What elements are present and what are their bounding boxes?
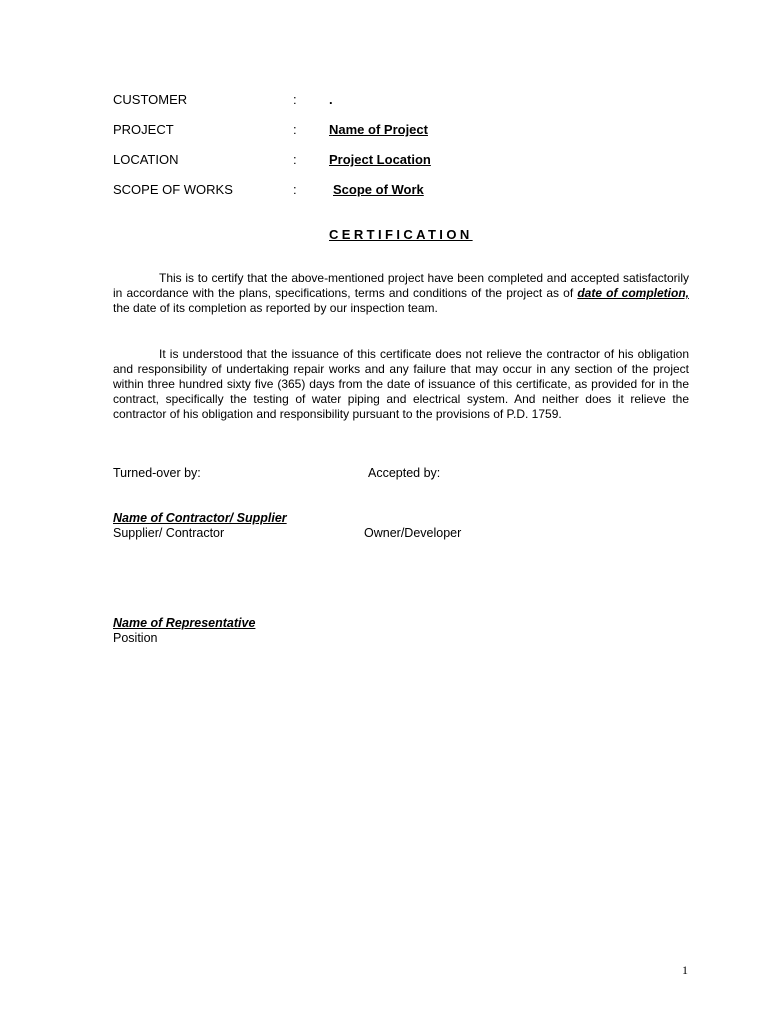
project-value: Name of Project	[329, 122, 428, 137]
owner-role: Owner/Developer	[364, 526, 462, 540]
obligation-paragraph: It is understood that the issuance of this certificate does not relieve the contractor of his obligation and responsibility of undertaking repair works and any failure that may occur in any section of the project within three hundred sixty five (365) days from the date of issuance of this certificate, as provided for in the contract, specifically the testing of water piping and electrical system. And neither does it relieve the contractor of his obligation and responsibility pursuant to the provisions of P.D. 1759.	[113, 347, 689, 421]
certification-title: CERTIFICATION	[329, 227, 473, 242]
location-colon: :	[293, 152, 297, 167]
accepted-label: Accepted by:	[368, 466, 441, 480]
certify-text-before: This is to certify that the above-mentioned project have been completed and accepted satisfactorily in accordance with the plans, specifications, terms and conditions of the project as of	[113, 271, 689, 300]
representative-position: Position	[113, 631, 158, 645]
project-label: PROJECT	[113, 122, 174, 137]
contractor-role: Supplier/ Contractor	[113, 526, 225, 540]
customer-label: CUSTOMER	[113, 92, 188, 107]
location-label: LOCATION	[113, 152, 179, 167]
contractor-name: Name of Contractor/ Supplier	[113, 511, 287, 525]
project-colon: :	[293, 122, 297, 137]
date-of-completion-field: date of completion,	[577, 286, 689, 300]
scope-value: Scope of Work	[333, 182, 424, 197]
scope-label: SCOPE OF WORKS	[113, 182, 233, 197]
scope-colon: :	[293, 182, 297, 197]
customer-value: .	[329, 92, 333, 107]
customer-colon: :	[293, 92, 297, 107]
page-number: 1	[682, 963, 688, 977]
certify-text-after: the date of its completion as reported by our inspection team.	[113, 301, 438, 315]
certify-paragraph	[113, 271, 689, 316]
turned-over-label: Turned-over by:	[113, 466, 201, 480]
location-value: Project Location	[329, 152, 431, 167]
representative-name: Name of Representative	[113, 616, 256, 630]
